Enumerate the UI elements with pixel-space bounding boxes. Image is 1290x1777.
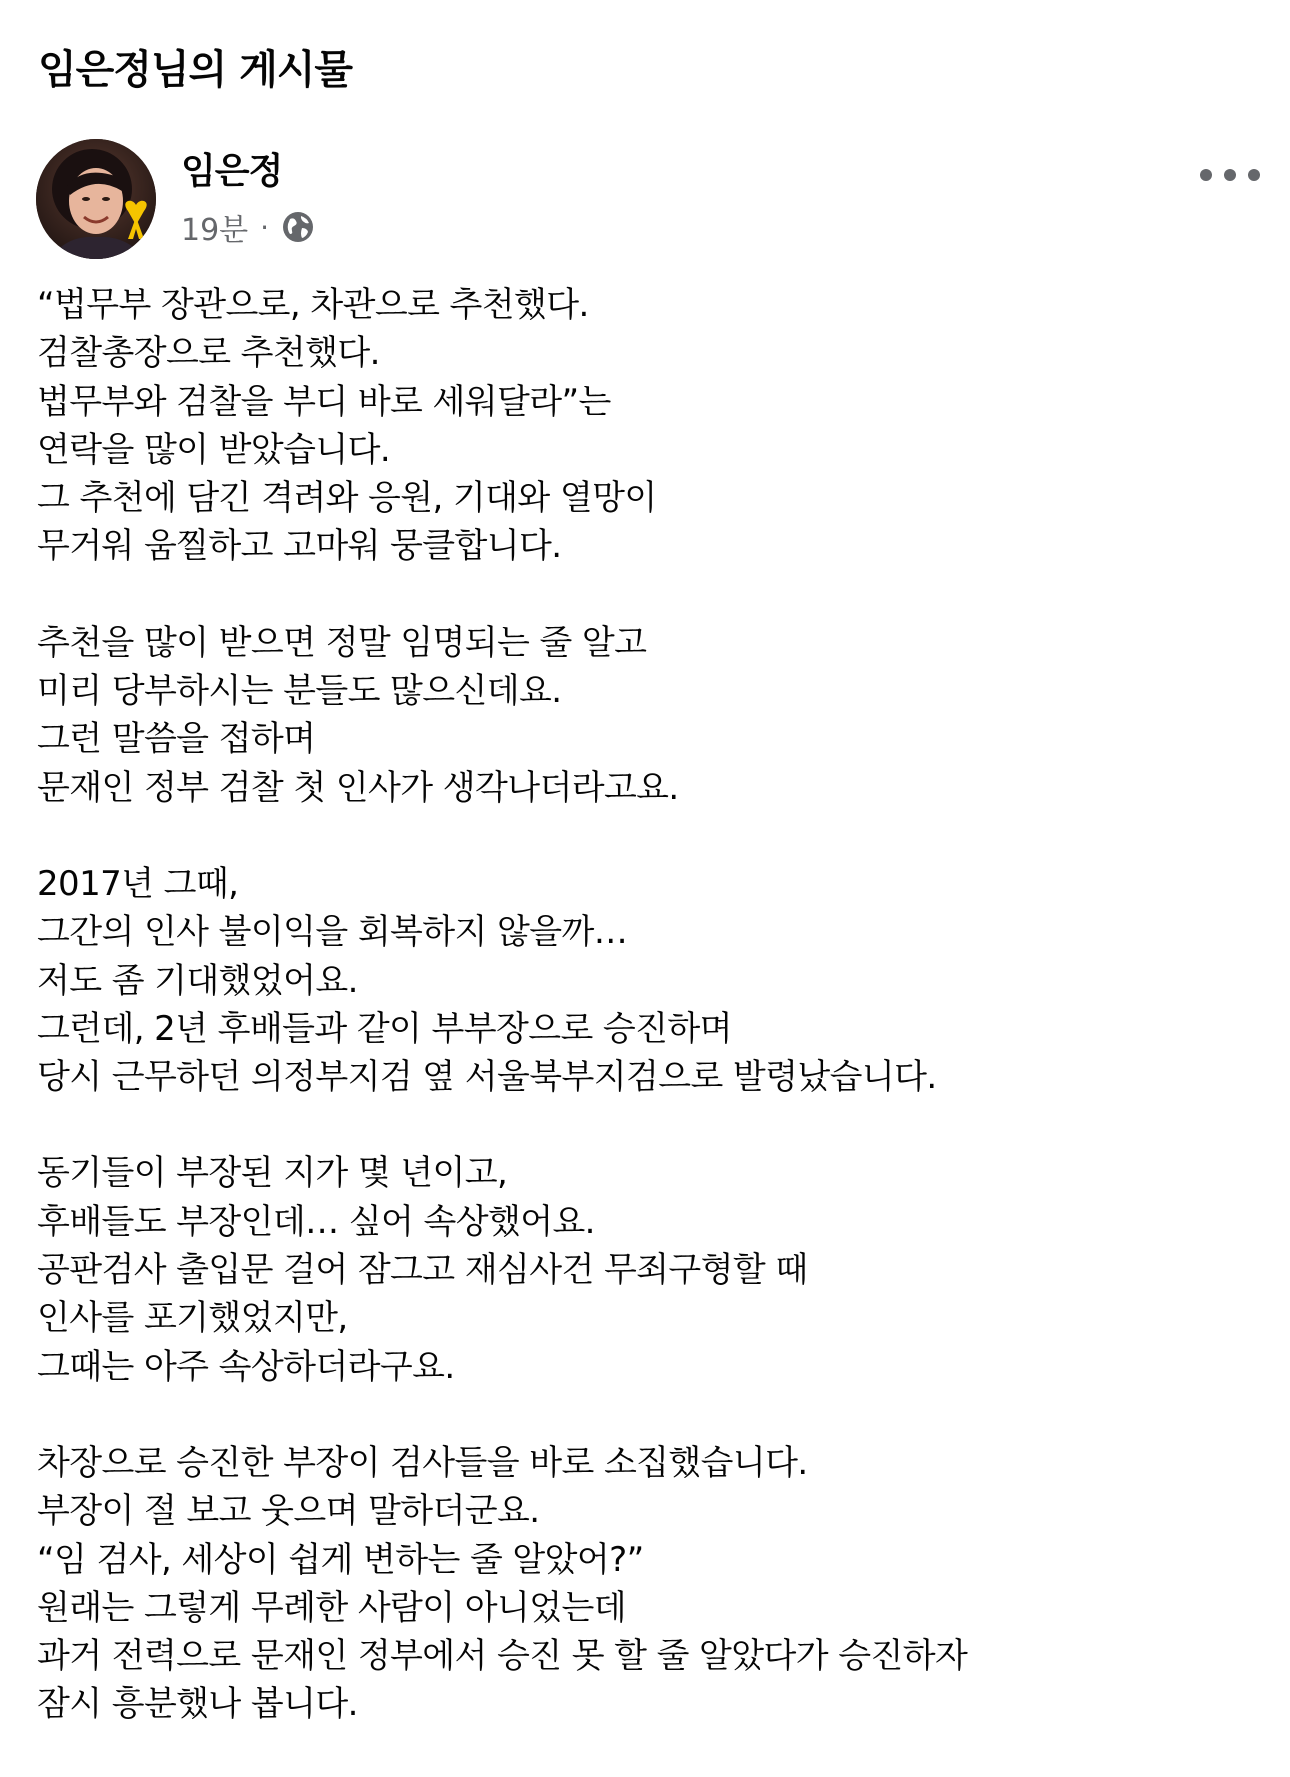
post-paragraph xyxy=(37,619,1257,812)
author-name[interactable]: 임은정 xyxy=(181,151,283,192)
post-line: 연락을 많이 받았습니다. xyxy=(37,429,391,470)
post-line: 그간의 인사 불이익을 회복하지 않을까… xyxy=(37,912,628,953)
post-line: 원래는 그렇게 무례한 사람이 아니었는데 xyxy=(37,1587,626,1628)
post-line: 법무부와 검찰을 부디 바로 세워달라”는 xyxy=(37,381,611,422)
post-line: 문재인 정부 검찰 첫 인사가 생각나더라고요. xyxy=(37,767,679,808)
post-body xyxy=(37,281,1257,1777)
avatar[interactable] xyxy=(36,139,156,259)
post-line: 차장으로 승진한 부장이 검사들을 바로 소집했습니다. xyxy=(37,1442,808,1483)
post-line: 미리 당부하시는 분들도 많으신데요. xyxy=(37,671,562,712)
post-line: 과거 전력으로 문재인 정부에서 승진 못 할 줄 알았다가 승진하자 xyxy=(37,1636,968,1677)
post-line: 공판검사 출입문 걸어 잠그고 재심사건 무죄구형할 때 xyxy=(37,1250,808,1291)
post-line: 검찰총장으로 추천했다. xyxy=(37,333,380,374)
post-line: 당시 근무하던 의정부지검 옆 서울북부지검으로 발령났습니다. xyxy=(37,1057,937,1098)
post-paragraph xyxy=(37,860,1257,1101)
post-time[interactable]: 19분 xyxy=(181,213,249,248)
post-line: 인사를 포기했었지만, xyxy=(37,1298,348,1339)
globe-icon xyxy=(281,210,315,244)
post-line: 후배들도 부장인데… 싶어 속상했어요. xyxy=(37,1201,595,1242)
post-line: “임 검사, 세상이 쉽게 변하는 줄 알았어?” xyxy=(37,1539,644,1580)
avatar-photo xyxy=(36,139,156,259)
post-line: 동기들이 부장된 지가 몇 년이고, xyxy=(37,1153,508,1194)
post-paragraph xyxy=(37,1149,1257,1390)
more-dot xyxy=(1248,169,1260,181)
post-header xyxy=(36,139,1260,261)
post-line: 그런 말씀을 접하며 xyxy=(37,719,316,760)
more-dot xyxy=(1224,169,1236,181)
post-line: 그때는 아주 속상하더라구요. xyxy=(37,1346,455,1387)
post-line: 추천을 많이 받으면 정말 임명되는 줄 알고 xyxy=(37,622,647,663)
post-line: 그런데, 2년 후배들과 같이 부부장으로 승진하며 xyxy=(37,1008,732,1049)
post-meta xyxy=(181,205,315,249)
post-line: 그 추천에 담긴 격려와 응원, 기대와 열망이 xyxy=(37,478,657,519)
post-line: 2017년 그때, xyxy=(37,863,239,904)
meta-separator: · xyxy=(260,210,270,244)
post-paragraph xyxy=(37,1439,1257,1729)
post-paragraph xyxy=(37,281,1257,571)
post-line: 무거워 움찔하고 고마워 뭉클합니다. xyxy=(37,526,562,567)
more-horizontal-icon xyxy=(1200,169,1212,181)
post-line: 저도 좀 기대했었어요. xyxy=(37,960,358,1001)
page-title: 임은정님의 게시물 xyxy=(38,47,353,93)
post-line: “법무부 장관으로, 차관으로 추천했다. xyxy=(37,285,589,325)
more-options-button[interactable] xyxy=(1200,155,1260,195)
post-line: 부장이 절 보고 웃으며 말하더군요. xyxy=(37,1491,540,1532)
post-line: 잠시 흥분했나 봅니다. xyxy=(37,1684,358,1725)
